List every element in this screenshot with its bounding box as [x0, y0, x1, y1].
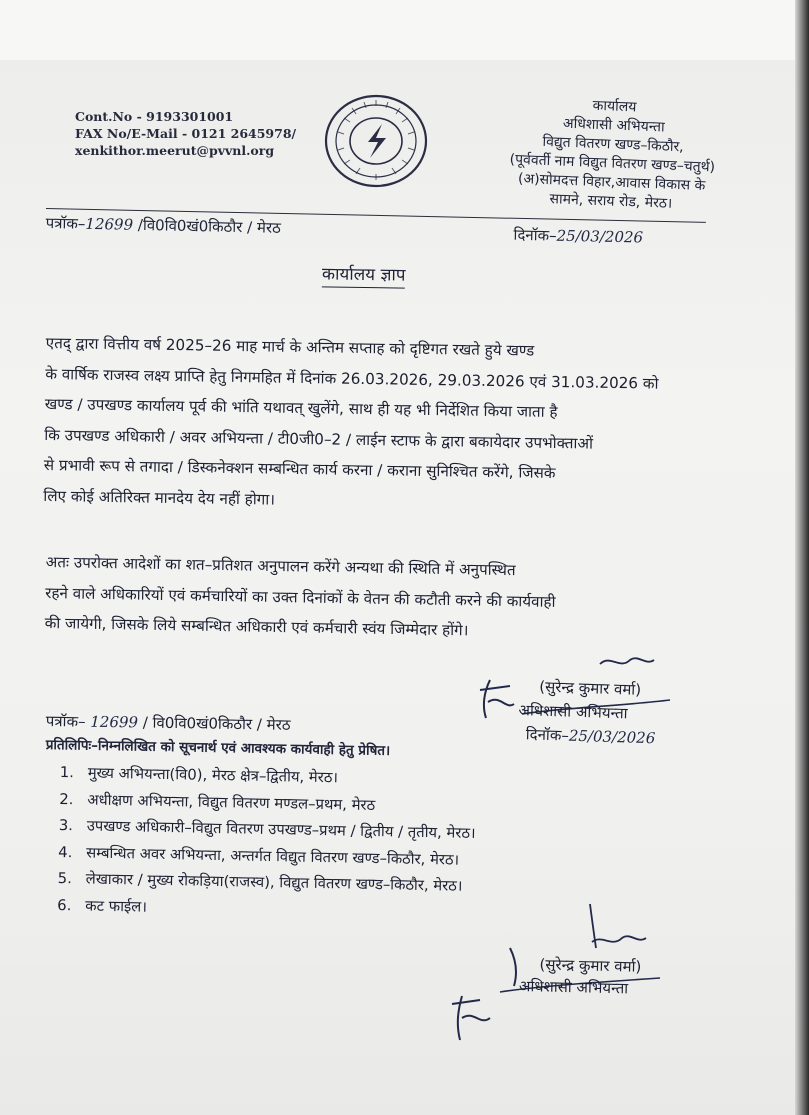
company-seal-logo — [322, 92, 430, 190]
email-address: xenkithor.meerut@pvvnl.org — [75, 143, 275, 158]
signatory-name: (सुरेन्द्र कुमार वर्मा) — [539, 955, 642, 976]
contact-block — [75, 108, 296, 159]
paragraph-line: अतः उपरोक्त आदेशों का शत–प्रतिशत अनुपालन करेंगे अन्यथा की स्थिति में अनुपस्थित — [45, 552, 516, 580]
ref-prefix: पत्रॉक– — [45, 711, 91, 731]
item-number: 4. — [58, 843, 73, 861]
reference-line — [45, 208, 705, 249]
office-line: विद्युत वितरण खण्ड–किठौर, — [542, 133, 684, 156]
date-handwritten: 25/03/2026 — [556, 226, 644, 247]
recipient-list — [57, 762, 477, 929]
signatory-designation: अधिशासी अभियन्ता — [518, 700, 628, 723]
item-text: उपखण्ड अधिकारी–विद्युत वितरण उपखण्ड–प्रथम / द्वितीय / तृतीय, मेरठ। — [86, 817, 476, 842]
item-text: कट फाईल। — [85, 897, 148, 916]
item-number: 6. — [57, 896, 72, 914]
reference-date — [513, 225, 643, 248]
office-line: (अ)सोमदत्त विहार,आवास विकास के — [517, 170, 706, 195]
item-text: मुख्य अभियन्ता(वि0), मेरठ क्षेत्र–द्वितीय, मेरठ। — [87, 764, 339, 787]
ref-prefix: पत्रॉक– — [45, 213, 86, 233]
paragraph-line: रहने वाले अधिकारियों एवं कर्मचारियों का उक्त दिनांकों के वेतन की कटौती करने की कार्यवाही — [45, 583, 556, 611]
office-address — [466, 92, 760, 217]
ref-number-handwritten: 12699 — [90, 712, 139, 732]
ref-number-handwritten: 12699 — [85, 214, 134, 234]
date-handwritten: 25/03/2026 — [568, 726, 656, 748]
paragraph-line: लिए कोई अतिरिक्त मानदेय देय नहीं होगा। — [43, 486, 276, 509]
ref-suffix: / वि0वि0खं0किठौर / मेरठ — [137, 713, 291, 734]
item-text: अधीक्षण अभियन्ता, विद्युत वितरण मण्डल–प्रथम, मेरठ — [87, 791, 376, 814]
copy-to-heading: प्रतिलिपिः–निम्नलिखित को सूचनार्थ एवं आवश्यक कार्यवाही हेतु प्रेषित। — [45, 736, 391, 760]
paragraph-2 — [44, 547, 556, 647]
item-text: सम्बन्धित अवर अभियन्ता, अन्तर्गत विद्युत वितरण खण्ड–किठौर, मेरठ। — [86, 844, 460, 869]
item-number: 1. — [59, 763, 75, 782]
office-line: (पूर्ववर्ती नाम विद्युत वितरण खण्ड–चतुर्थ) — [509, 151, 716, 176]
item-number: 2. — [59, 790, 74, 808]
paragraph-line: एतद् द्वारा वित्तीय वर्ष 2025–26 माह मार्च के अन्तिम सप्ताह को दृष्टिगत रखते हुये खण्ड — [45, 333, 535, 360]
ref-suffix: /वि0वि0खं0किठौर / मेरठ — [132, 215, 281, 237]
office-line: कार्यालय — [592, 97, 637, 116]
page-edge-shadow — [795, 0, 809, 1115]
paragraph-line: के वार्षिक राजस्व लक्ष्य प्राप्ति हेतु निगमहित में दिनांक 26.03.2026, 29.03.2026 एवं 31.03.2026 को — [45, 364, 659, 393]
paragraph-line: कि उपखण्ड अधिकारी / अवर अभियन्ता / टी0जी0–2 / लाईन स्टाफ के द्वारा बकायेदार उपभोक्ताओं — [44, 425, 594, 453]
date-label: दिनॉक– — [513, 225, 557, 245]
signatory-designation: अधिशासी अभियन्ता — [518, 976, 629, 998]
date-label: दिनॉक– — [525, 725, 570, 745]
item-text: लेखाकार / मुख्य रोकड़िया(राजस्व), विद्युत वितरण खण्ड–किठौर, मेरठ। — [85, 870, 463, 895]
paragraph-line: से प्रभावी रूप से तगादा / डिस्कनेक्शन सम्बन्धित कार्य करना / कराना सुनिश्चित करेंगे, जिसके — [43, 455, 556, 483]
document-title: कार्यालय ज्ञाप — [322, 261, 406, 288]
office-line: सामने, सराय रोड, मेरठ। — [549, 191, 673, 212]
reference-number — [45, 213, 281, 238]
paragraph-1 — [43, 328, 659, 521]
paragraph-line: खण्ड / उपखण्ड कार्यालय पूर्व की भांति यथावत् खुलेंगे, साथ ही यह भी निर्देशित किया जाता है — [44, 394, 558, 422]
signatory-name: (सुरेन्द्र कुमार वर्मा) — [539, 677, 642, 699]
reference-line-2 — [46, 711, 291, 735]
item-number: 3. — [58, 816, 74, 835]
paragraph-line: की जायेगी, जिसके लिये सम्बन्धित अधिकारी एवं कर्मचारी स्वंय जिम्मेदार होंगे। — [44, 613, 469, 640]
contact-number: Cont.No - 9193301001 — [75, 109, 234, 124]
office-line: अधिशासी अभियन्ता — [562, 115, 665, 136]
item-number: 5. — [57, 869, 73, 888]
signature-date — [525, 724, 655, 748]
fax-email: FAX No/E-Mail - 0121 2645978/ — [75, 126, 297, 141]
top-margin — [0, 0, 809, 60]
